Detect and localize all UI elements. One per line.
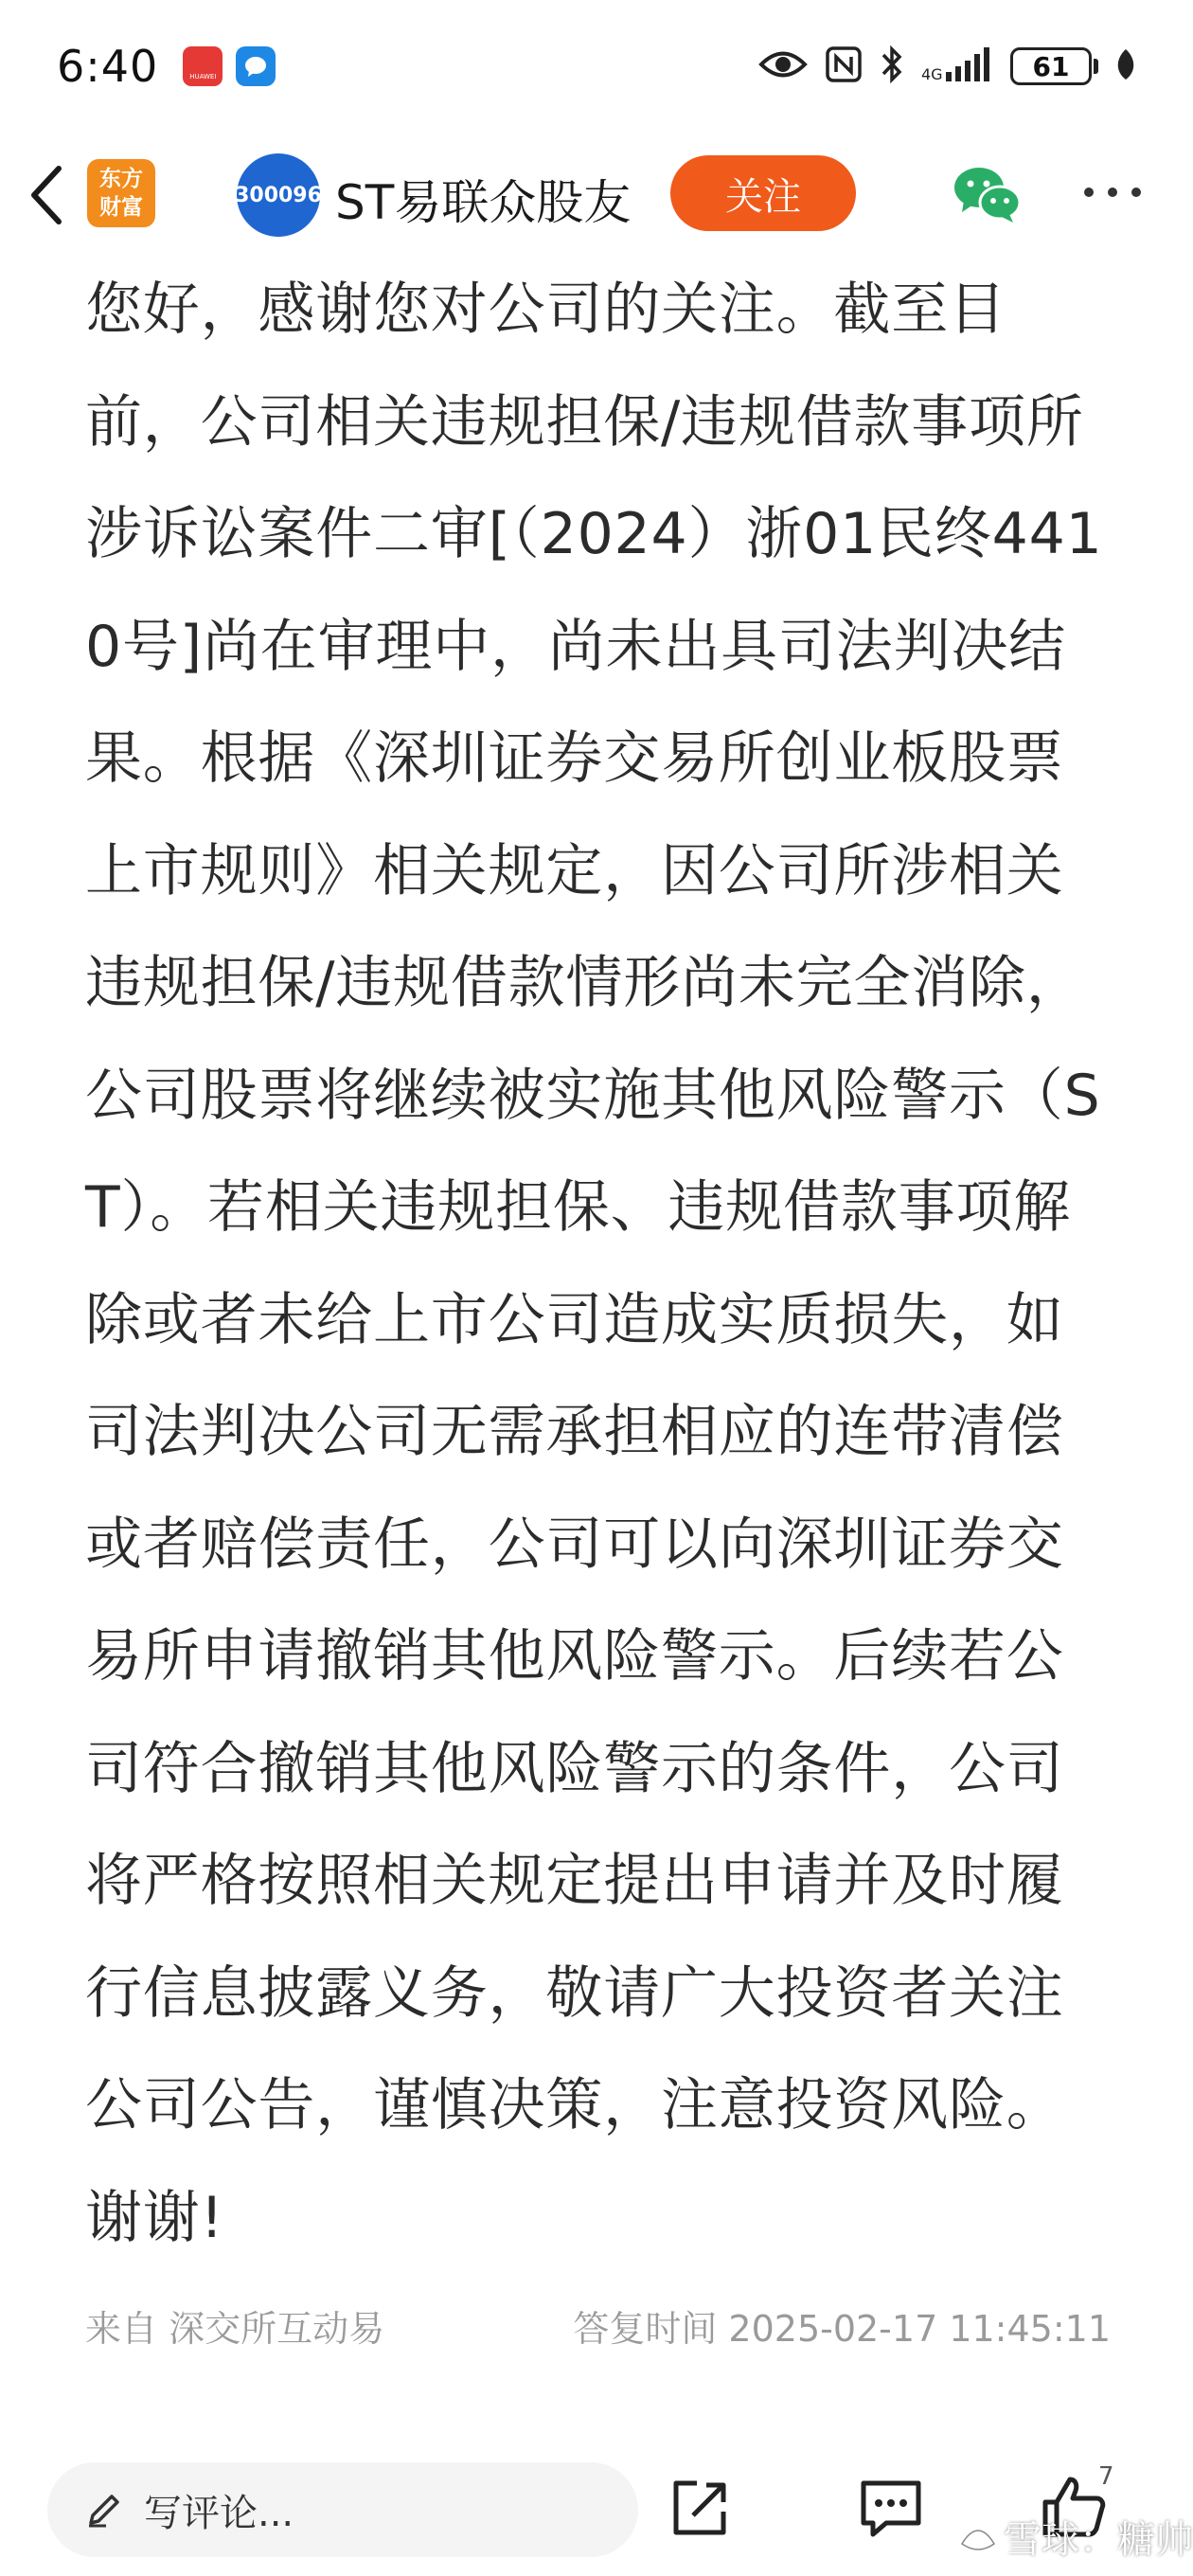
- bottom-action-bar: [0, 2434, 1193, 2576]
- text-line: 行信息披露义务，敬请广大投资者关注: [85, 1959, 1064, 2027]
- text-line: 公司公告，谨慎决策，注意投资风险。: [85, 2072, 1064, 2138]
- text-line: 前，公司相关违规担保/违规借款事项所: [85, 388, 1084, 456]
- wechat-icon: [951, 163, 1023, 225]
- answer-content: [85, 254, 1117, 2274]
- stock-avatar[interactable]: [237, 153, 320, 237]
- bluetooth-icon: [880, 45, 904, 88]
- source-label: 来自 深交所互动易: [85, 2308, 385, 2350]
- watermark-text: 雪球：糖帅: [1004, 2518, 1193, 2562]
- more-dots-icon: [1079, 169, 1146, 216]
- reply-time: 答复时间 2025-02-17 11:45:11: [573, 2308, 1111, 2350]
- eastmoney-logo: [87, 159, 155, 227]
- text-line: 违规担保/违规借款情形尚未完全消除，: [85, 950, 1084, 1016]
- comment-input[interactable]: [47, 2462, 638, 2557]
- share-button[interactable]: [668, 2478, 731, 2540]
- battery-level: 61: [1010, 47, 1092, 85]
- pencil-icon: [85, 2491, 123, 2529]
- reply-button[interactable]: [858, 2478, 924, 2540]
- chat-notification-icon: [236, 46, 276, 86]
- status-bar: [0, 0, 1193, 133]
- comment-placeholder: 写评论...: [144, 2491, 294, 2535]
- text-line: 或者赔偿责任，公司可以向深圳证券交: [85, 1511, 1064, 1578]
- share-icon: [668, 2478, 731, 2540]
- huawei-notification-icon: HUAWEI: [183, 46, 223, 86]
- text-line: 0号]尚在审理中，尚未出具司法判决结: [85, 613, 1066, 680]
- leaf-icon: [1115, 47, 1136, 85]
- text-line: 除或者未给上市公司造成实质损失，如: [85, 1286, 1064, 1353]
- text-line: 公司股票将继续被实施其他风险警示（S: [85, 1062, 1101, 1129]
- text-line: 您好，感谢您对公司的关注。截至目: [85, 277, 1006, 343]
- back-button[interactable]: [21, 159, 78, 231]
- answer-meta: [85, 2299, 1111, 2352]
- status-icons: [758, 45, 1136, 88]
- page-title: ST易联众股友: [335, 175, 632, 230]
- header: [0, 133, 1193, 256]
- back-arrow-icon: [21, 159, 78, 231]
- more-button[interactable]: [1079, 169, 1146, 216]
- battery-icon: [1010, 47, 1098, 85]
- brand-line2: 财富: [99, 195, 143, 220]
- stock-code: 300096: [235, 183, 322, 207]
- text-line: 将严格按照相关规定提出申请并及时履: [85, 1848, 1064, 1914]
- answer-text: [85, 254, 1117, 2274]
- text-line: T）。若相关违规担保、违规借款事项解: [85, 1174, 1072, 1241]
- text-line: 果。根据《深圳证券交易所创业板股票: [85, 725, 1064, 792]
- svg-text:4G: 4G: [921, 65, 943, 83]
- comment-icon: [858, 2478, 924, 2540]
- text-line: 涉诉讼案件二审[（2024）浙01民终441: [85, 501, 1103, 567]
- eye-icon: [758, 48, 808, 84]
- text-line: 司法判决公司无需承担相应的连带清偿: [85, 1399, 1064, 1465]
- text-line: 上市规则》相关规定，因公司所涉相关: [85, 837, 1064, 904]
- brand-line1: 东方: [99, 167, 143, 191]
- signal-icon: [921, 45, 993, 87]
- watermark: [958, 2510, 1193, 2564]
- wechat-share-button[interactable]: [951, 163, 1023, 225]
- text-line: 司符合撤销其他风险警示的条件，公司: [85, 1735, 1064, 1802]
- nfc-icon: [825, 45, 863, 87]
- text-line: 易所申请撤销其他风险警示。后续若公: [85, 1623, 1064, 1690]
- like-count: 7: [1098, 2462, 1114, 2491]
- snowball-logo-icon: [958, 2521, 998, 2553]
- follow-button[interactable]: 关注: [670, 155, 856, 231]
- status-time: 6:40: [57, 41, 159, 92]
- text-line: 谢谢!: [85, 2184, 224, 2251]
